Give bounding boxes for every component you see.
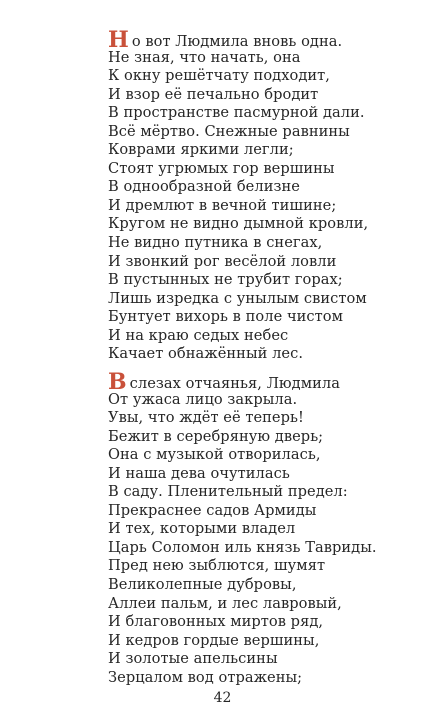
poem-line: Бежит в серебряную дверь; [108, 427, 324, 445]
poem-line: Не зная, что начать, она [108, 48, 301, 66]
poem-line: Стоят угрюмых гор вершины [108, 159, 335, 177]
poem-line: Не видно путника в снегах, [108, 234, 323, 252]
poem-line: И на краю седых небес [108, 326, 289, 344]
poem-line: Пред нею зыблются, шумят [108, 557, 326, 575]
poem-line-text: слезах отчаянья, Людмила [129, 375, 340, 392]
poem-line: Кругом не видно дымной кровли, [108, 215, 369, 233]
poem-line: Коврами яркими легли; [108, 141, 294, 159]
poem-line: От ужаса лицо закрыла. [108, 390, 298, 408]
poem-line: К окну решётчату подходит, [108, 67, 330, 85]
poem-line: Аллеи пальм, и лес лавровый, [108, 594, 342, 612]
poem-line: В однообразной белизне [108, 178, 300, 196]
poem-line: Бунтует вихорь в поле чистом [108, 308, 344, 326]
poem-line: И тех, которыми владел [108, 520, 296, 538]
poem-line: Качает обнажённый лес. [108, 345, 304, 363]
poem-line: И дремлют в вечной тишине; [108, 196, 337, 214]
poem-line [108, 369, 438, 395]
poem-line: В пустынных не трубит горах; [108, 271, 343, 289]
poem-line: Всё мёртво. Снежные равнины [108, 122, 350, 140]
drop-cap: В [108, 369, 127, 395]
poem-line: И золотые апельсины [108, 650, 278, 668]
drop-cap: Н [108, 27, 129, 53]
poem-line: Она с музыкой отворилась, [108, 446, 321, 464]
poem-line: И кедров гордые вершины, [108, 631, 320, 649]
poem-line: Увы, что ждёт её теперь! [108, 409, 304, 427]
poem-line [108, 27, 438, 53]
poem-line: И наша дева очутилась [108, 464, 290, 482]
stanza-1 [108, 27, 438, 364]
poem-line: Великолепные дубровы, [108, 576, 297, 594]
poem-line: И звонкий рог весёлой ловли [108, 252, 337, 270]
stanza-2 [108, 369, 438, 687]
poem-line: И взор её печально бродит [108, 85, 319, 103]
poem-line: Зерцалом вод отражены; [108, 668, 303, 686]
page-number: 42 [213, 690, 232, 706]
poem-line: Царь Соломон иль князь Тавриды. [108, 538, 377, 556]
poem-line: И благовонных миртов ряд, [108, 613, 324, 631]
poem-line: В саду. Пленительный предел: [108, 483, 348, 501]
poem-line: Прекраснее садов Армиды [108, 501, 317, 519]
poem-line: В пространстве пасмурной дали. [108, 104, 365, 122]
poem-line-text: о вот Людмила вновь одна. [131, 33, 343, 50]
poem-line: Лишь изредка с унылым свистом [108, 289, 367, 307]
